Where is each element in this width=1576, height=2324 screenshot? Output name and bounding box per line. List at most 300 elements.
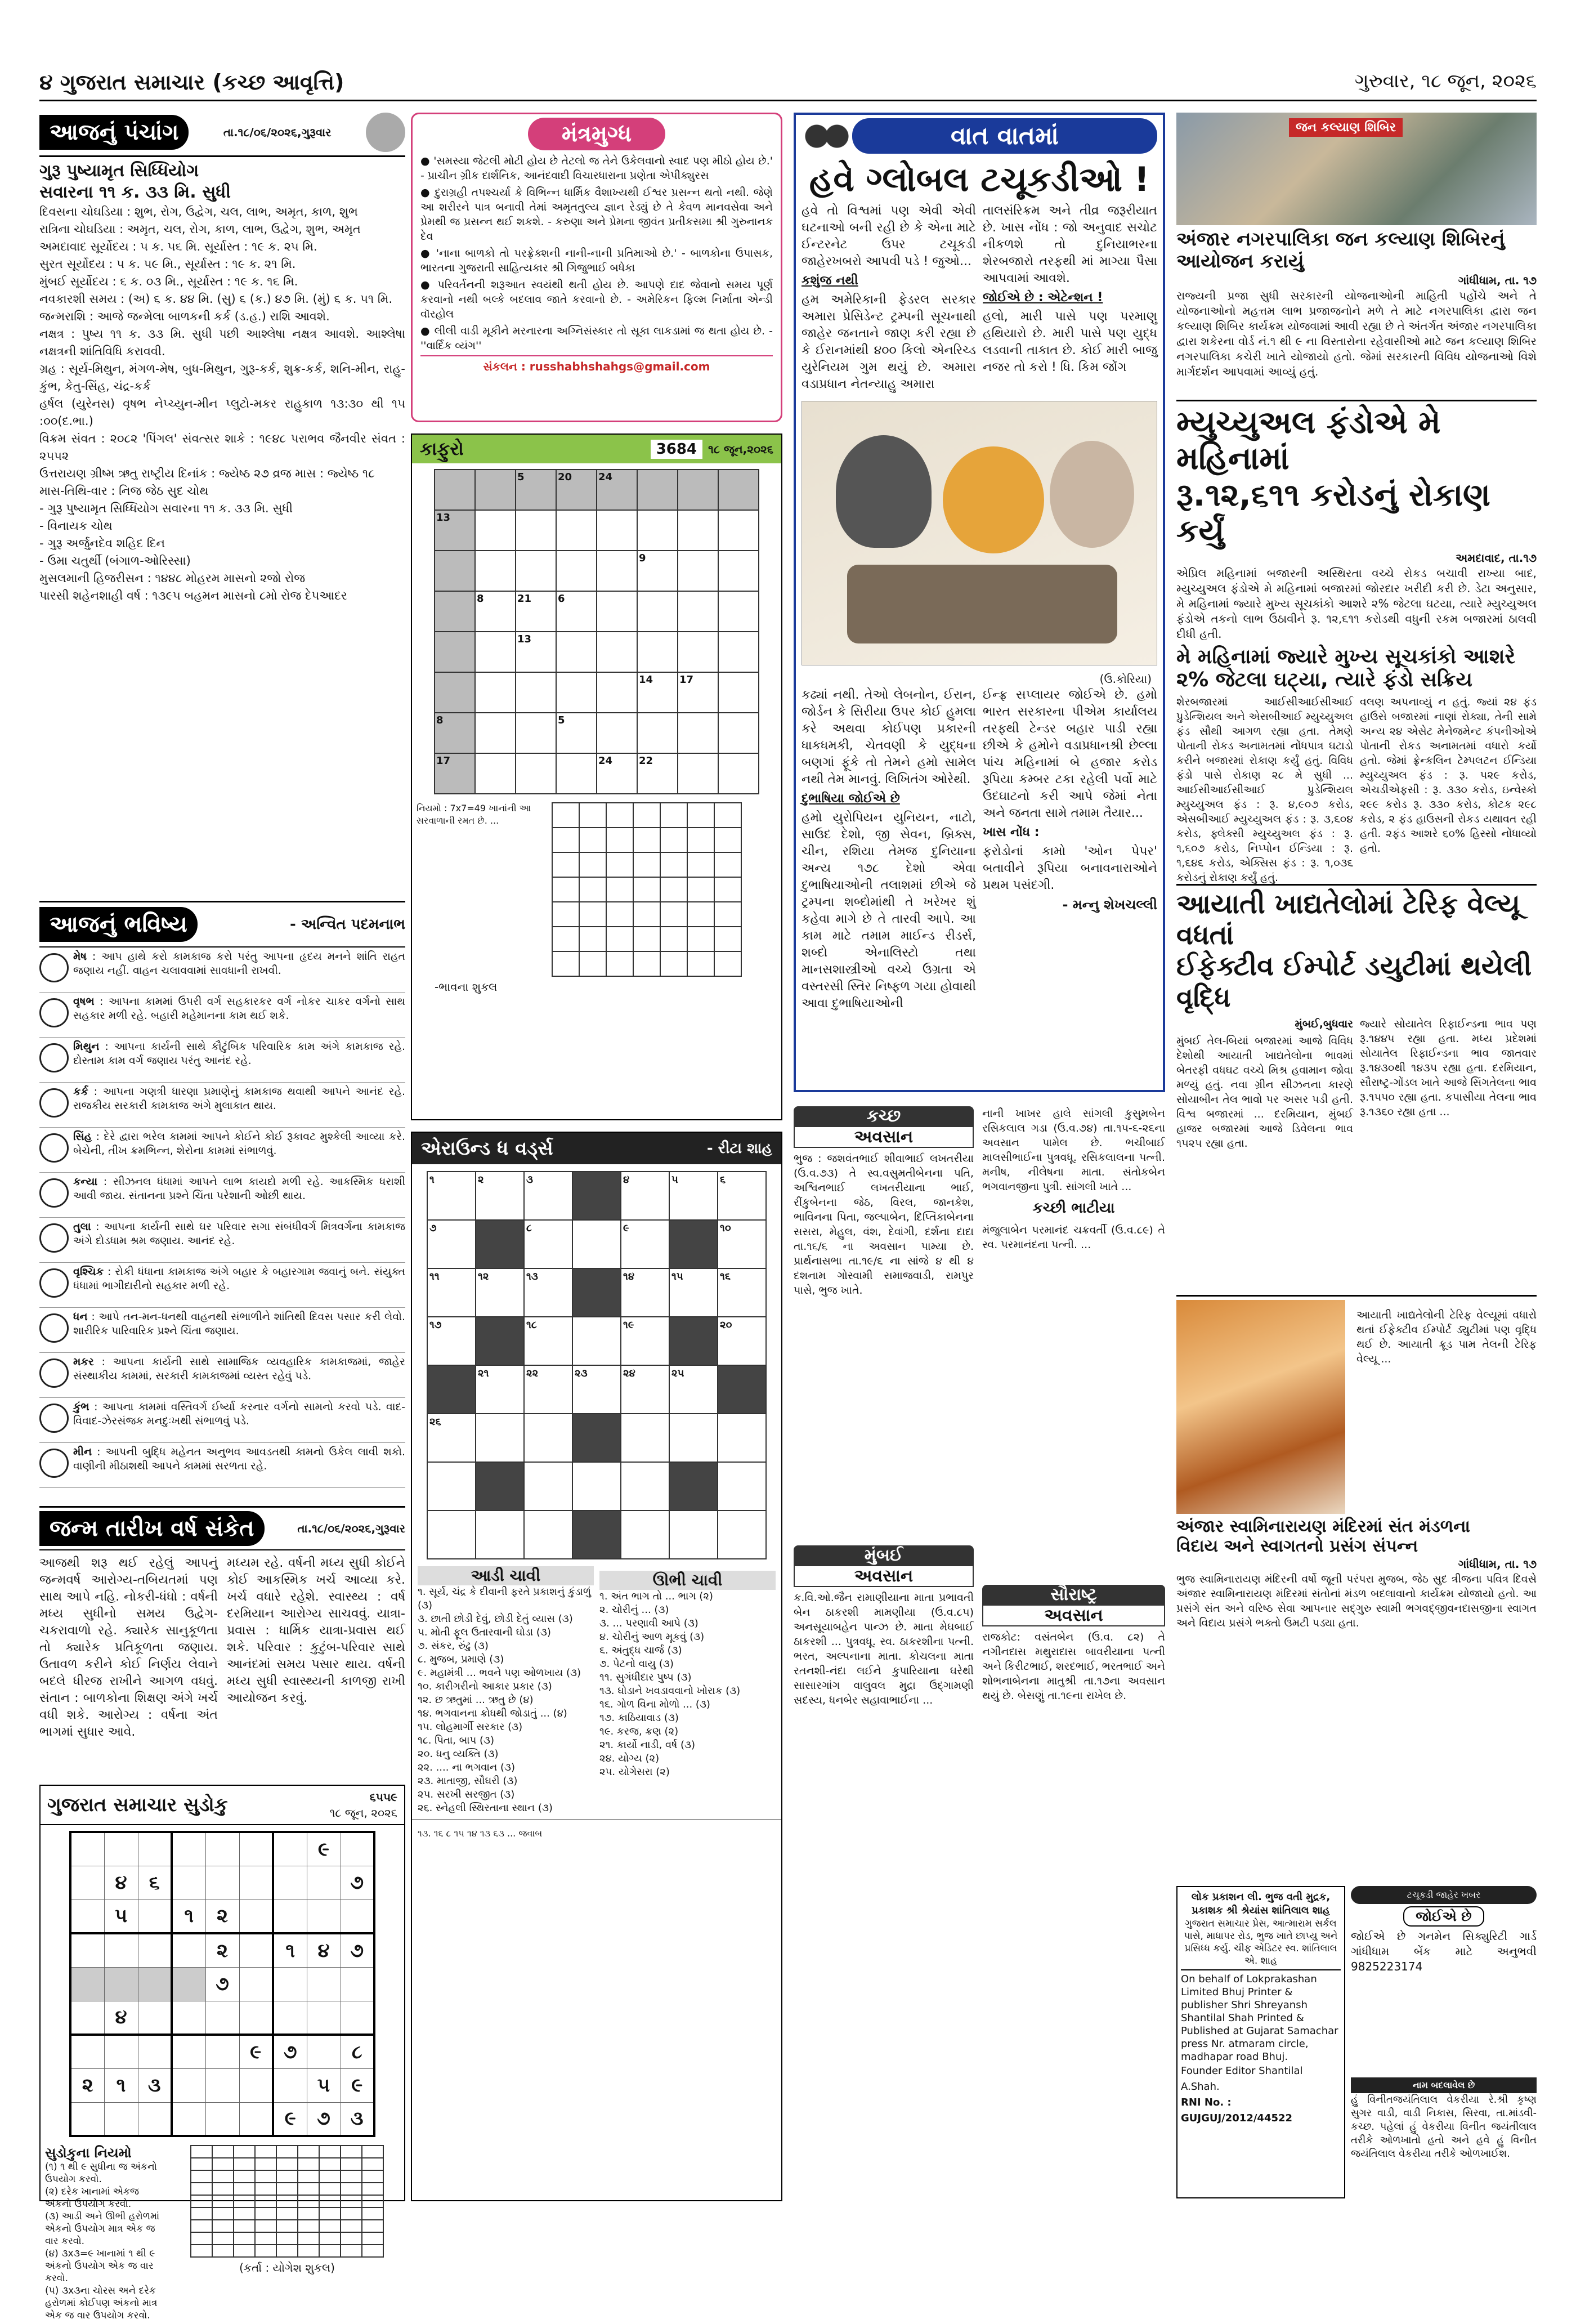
sudoku-rule: (૩) આડી અને ઊભી હરોળમાં એકનો ઉપયોગ માત્ર એક જ વાર કરવો.: [45, 2211, 160, 2247]
mandir-headline-2: વિદાય અને સ્વાગતનો પ્રસંગ સંપન્ન: [1176, 1536, 1418, 1556]
bhavishya-title: આજનું ભવિષ્ય: [39, 907, 198, 942]
imprint-gujarati: લોક પ્રકાશન લી. ભુજ વતી મુદ્રક, પ્રકાશક શ્રી શ્રેયાંસ શાંતિલાલ શાહ: [1191, 1891, 1331, 1916]
kafuro-answer-cell: [552, 951, 579, 976]
rashi-name: તુલા: [73, 1221, 91, 1233]
sudoku-cell: [138, 2102, 172, 2136]
zodiac-icon: [39, 998, 69, 1027]
kafuro-clue-cell: 22: [637, 753, 678, 794]
kafuro-answer-cell: [606, 902, 633, 927]
sudoku-cell: [70, 1967, 104, 2001]
kafuro-answer-cell: [633, 852, 660, 877]
sudoku-cell: ૧: [172, 1900, 205, 1933]
sudoku-rules-title: સુડોકુના નિયમો: [45, 2145, 132, 2161]
kafuro-answer-cell: [687, 877, 714, 902]
sudoku-date: ૧૮ જૂન, ૨૦૨૬: [329, 1806, 397, 1820]
sudoku-cell: [172, 1967, 205, 2001]
kafuro-cell: [597, 672, 637, 713]
kafuro-answer-cell: [552, 852, 579, 877]
vaat-col1: હવે તો વિશ્વમાં પણ એવી એવી ઘટનાઓ બની રહી છે કે એના માટે ઈન્ટરનેટ ઉપર ટચૂકડી જાહેરખબરો આપવી પડે ! જુઓ...: [802, 204, 976, 269]
naam-title: નામ બદલાવેલ છે: [1351, 2077, 1537, 2093]
kafuro-answer-cell: [579, 951, 606, 976]
sudoku-answer-cell: [362, 2195, 383, 2207]
sudoku-answer-cell: [298, 2195, 319, 2207]
around-cell: [669, 1510, 718, 1559]
kafuro-cell: [516, 672, 556, 713]
mantra-item: ● 'સમસ્યા જેટલી મોટી હોય છે તેટલો જ તેને ઉકેલવાનો સ્વાદ પણ મીઠો હોય છે.' - પ્રાચીન ગ્રીક દાર્શનિક, આનંદવાદી વિચારધારાના પ્રણેતા એપીક્યુરસ: [420, 155, 773, 182]
kafuro-cell: [475, 551, 516, 591]
kafuro-answer-cell: [660, 927, 687, 951]
sudoku-answer-cell: [362, 2220, 383, 2232]
around-ubhi-clue: ૧૭. કાઠિયાવાડ (૩): [599, 1712, 679, 1724]
around-cell: [524, 1510, 572, 1559]
kafuro-answer-cell: [552, 927, 579, 951]
around-cell: [524, 1414, 572, 1462]
sudoku-cell: [205, 2001, 239, 2035]
sudoku-cell: [341, 1900, 374, 1933]
kafuro-cell: [597, 713, 637, 753]
kafuro-cell: [475, 753, 516, 794]
kafuro-answer-cell: [687, 951, 714, 976]
kafuro-answer-cell: [714, 902, 741, 927]
sudoku-cell: [307, 2001, 341, 2035]
saurashtra-text: રાજકોટ: વસંતબેન (ઉ.વ. ૮૨) તે નગીનદાસ મથુરાદાસ બાવરીયાના પત્ની અને કિરીટભાઈ, શરદભાઈ, ભરતભાઈ અને શોભનાબેનના માતુશ્રી તા.૧૭ના અવસાન થયું છે. બેસણું તા.૧૯ના રાખેલ છે.: [982, 1631, 1165, 1702]
sudoku-answer-cell: [276, 2220, 298, 2232]
sudoku-answer-cell: [191, 2220, 212, 2232]
around-ubhi-clue: ૧૯. કરજ, ક્રણ (૨): [599, 1726, 679, 1737]
sudoku-answer-cell: [212, 2207, 234, 2220]
sudoku-answer-cell: [319, 2146, 341, 2158]
sudoku-cell: [138, 1967, 172, 2001]
kafuro-cell: [516, 510, 556, 551]
kafuro-cell: [597, 632, 637, 672]
rashi-text: આપના ગણત્રી ધારણા પ્રમાણેનું કામકાજ થવાથી આપને આનંદ રહે. રાજકીય સરકારી કામકાજ અંગે મુલાકાત થાય.: [73, 1085, 405, 1112]
vaat-sub2: જોઈએ છે : એટેન્શન !: [983, 290, 1103, 305]
imprint-panel: [1176, 1886, 1345, 2198]
sudoku-answer-cell: [362, 2245, 383, 2257]
around-cell: [718, 1510, 766, 1559]
zodiac-icon: [39, 1404, 69, 1433]
sudoku-cell: [172, 2001, 205, 2035]
sudoku-answer-cell: [362, 2146, 383, 2158]
around-aadi-clue: ૨૩. માતાજી, સૌઘરી (૩): [418, 1775, 518, 1787]
vaat-headline: હવે ગ્લોબલ ટચૂકડીઓ !: [809, 160, 1150, 199]
around-cell: ૨૫: [669, 1365, 718, 1414]
around-cell: [476, 1414, 524, 1462]
kafuro-answer-cell: [687, 902, 714, 927]
sudoku-answer-cell: [276, 2195, 298, 2207]
sudoku-answer-cell: [255, 2232, 276, 2245]
ganesh-icon: [366, 113, 405, 152]
rashi-name: મીન: [73, 1446, 92, 1458]
around-cell: ૨૦: [718, 1317, 766, 1365]
sudoku-answer-cell: [276, 2245, 298, 2257]
zodiac-icon: [39, 1223, 69, 1253]
imprint-rni: RNI No. : GUJGUJ/2012/44522: [1181, 2097, 1293, 2124]
around-ubhi-clue: ૨. ચોરીનું ... (૩): [599, 1604, 669, 1616]
panchang-line: સવારના ૧૧ ક. ૩૩ મિ. સુધી: [39, 182, 231, 202]
around-author: - રીટા શાહ: [706, 1139, 772, 1157]
rashi-text: આપે તન-મન-ધનથી વાહનથી સંભાળીને શાંતિથી દિવસ પસાર કરી લેવો. શારીરિક પારિવારિક પ્રશ્ને ચિંતા જણાય.: [73, 1311, 405, 1337]
sudoku-cell: [138, 1900, 172, 1933]
kafuro-cell: [637, 470, 678, 510]
kafuro-cell: [556, 510, 597, 551]
sudoku-answer-cell: [362, 2183, 383, 2195]
around-ubhi-clue: ૨૧. કાર્યો નાડી, વર્ષ (૩): [599, 1739, 696, 1751]
zodiac-icon: [39, 1268, 69, 1298]
mandir-article: [1176, 1295, 1537, 1880]
rashi-name: ધન: [73, 1311, 88, 1323]
rashi-separator: :: [91, 1221, 105, 1233]
kafuro-answer-cell: [687, 803, 714, 828]
rashi-row: [39, 1038, 405, 1083]
sudoku-cell: ૧: [104, 2068, 138, 2102]
rashi-text: આપના કાર્યની સાથે સામાજિક વ્યવહારિક કામકાજમાં, જાહેર સંસ્થાકીય કામમાં, સરકારી કામકાજમાં વ્યસ્ત રહેવું પડે.: [73, 1356, 405, 1382]
mantra-item: ● 'નાના બાળકો તો પરફ્રેક્શની નાની-નાની પ્રતિમાઓ છે.' - બાળકોના ઉપાસક, ભારતના ગુજરાતી સાહિત્યકાર શ્રી ગિજુભાઈ બધેકા: [420, 247, 773, 274]
rashi-separator: :: [87, 1311, 99, 1323]
around-aadi-clue: ૫. મોતી ફૂલ ઉતારવાની ઘોડા (૩): [418, 1626, 551, 1638]
kafuro-answer-cell: [579, 927, 606, 951]
sudoku-answer-cell: [319, 2183, 341, 2195]
sudoku-cell: [172, 1866, 205, 1900]
around-cell: [524, 1462, 572, 1510]
kafuro-answer-cell: [579, 803, 606, 828]
around-cell: ૧૫: [669, 1268, 718, 1317]
kafuro-clue-cell: 8: [475, 591, 516, 632]
vaat-sub1: કશુંજ નથી: [802, 274, 858, 288]
sudoku-cell: [104, 1967, 138, 2001]
rashi-name: વૃશ્ચિક: [73, 1266, 104, 1278]
sudoku-answer-cell: [191, 2232, 212, 2245]
kafuro-cell: [475, 510, 516, 551]
sudoku-cell: [104, 1832, 138, 1866]
rashi-name: કન્યા: [73, 1176, 98, 1188]
rashi-name: કર્ક: [73, 1085, 88, 1098]
panchang-line: માસ-તિથિ-વાર : નિજ જેઠ સુદ ચોથ: [39, 484, 209, 498]
around-cell: ૧: [427, 1172, 476, 1220]
kafuro-number: 3684: [651, 440, 702, 459]
mf-col1: શેરબજારમાં આઈસીઆઈસીઆઈ પ્રુડેન્શિયલ અને એસબીઆઈ મ્યુચ્યુઅલ ફંડ સૌથી આગળ રહ્યા હતા. તેમણે પોતાની રોકડ અનામતમાં નોંધપાત્ર ઘટાડો કરીને બજારમાં રોકાણ કર્યું હતું. વિવિધ ફંડો પાસે રોકાણ ૨૮ મે સુધી ... આઈસીઆઈસીઆઈ પ્રુડેન્શિયલ મ્યુચ્યુઅલ ફંડ : રૂ. ૪,૯૦૭ કરોડ, એસબીઆઈ મ્યુચ્યુઅલ ફંડ : રૂ. ૩,૬૦૪ કરોડ, ફ્લેક્સી મ્યુચ્યુઅલ ફંડ : રૂ. ૧,૬૦૭ કરોડ, નિપ્પોન ઈન્ડિયા : રૂ. ૧,૬૪૬ કરોડ, એક્સિસ ફંડ : રૂ. ૧,૦૩૬ કરોડનું રોકાણ કર્યું હતું.: [1176, 696, 1353, 884]
around-aadi-clue: ૧૦. કારીગરીનો આકાર પ્રકાર (૩): [418, 1681, 552, 1692]
sudoku-author: (કર્તા : યોગેશ શુકલ): [239, 2261, 335, 2274]
kafuro-cell: [475, 672, 516, 713]
kafuro-cell: [718, 470, 759, 510]
kafuro-answer-cell: [606, 877, 633, 902]
sudoku-cell: [205, 2068, 239, 2102]
janma-date: તા.૧૮/૦૬/૨૦૨૬,ગુરૂવાર: [297, 1522, 405, 1535]
kalyan-banner: જન કલ્યાણ શિબિર: [1289, 118, 1403, 137]
imprint-founder: Founder Editor Shantilal A.Shah.: [1181, 2065, 1303, 2093]
mf-headline-1: મ્યુચ્યુઅલ ફંડોએ મે મહિનામાં: [1176, 404, 1441, 477]
vaat-sign: - મન્નુ શેખચલ્લી: [1062, 897, 1157, 913]
sudoku-cell: ૯: [239, 2035, 273, 2068]
kafuro-clue-cell: 13: [516, 632, 556, 672]
kafuro-answer-cell: [714, 803, 741, 828]
kafuro-answer-cell: [714, 927, 741, 951]
kafuro-answer-grid: [552, 802, 742, 977]
kafuro-rules: નિયમો : 7x7=49 ખાનાંની આ સરવાળાની રમત છે. ...: [417, 803, 531, 826]
sudoku-answer-cell: [191, 2195, 212, 2207]
sudoku-cell: [70, 1900, 104, 1933]
sudoku-answer-cell: [255, 2170, 276, 2183]
sudoku-answer-cell: [362, 2170, 383, 2183]
kafuro-cell: [678, 470, 718, 510]
sudoku-cell: [273, 1967, 307, 2001]
around-ubhi-clue: ૭. પેટનો વાયુ (૩): [599, 1658, 674, 1670]
sudoku-answer-cell: [341, 2158, 362, 2170]
around-cell: ૨૬: [427, 1414, 476, 1462]
rashi-text: આપના કામમાં વસ્તિવર્ગ ઈર્ષ્યા કરનાર વર્ગનો સામનો કરવો પડે. વાદ-વિવાદ-ઝેરસંજક મનદુઃખથી સંભાળવું પડે.: [73, 1401, 406, 1427]
sudoku-cell: ૯: [307, 1832, 341, 1866]
bhavishya-panel: [39, 901, 405, 1492]
sudoku-answer-cell: [276, 2170, 298, 2183]
rashi-row: [39, 1083, 405, 1128]
sudoku-cell: ૩: [341, 2102, 374, 2136]
zodiac-icon: [39, 1043, 69, 1072]
around-cell: [572, 1317, 621, 1365]
sudoku-answer-cell: [362, 2232, 383, 2245]
sudoku-answer-cell: [255, 2146, 276, 2158]
rashi-name: મકર: [73, 1356, 94, 1368]
around-grid: [427, 1171, 767, 1559]
panchang-line: અમદાવાદ સૂર્યોદય : ૫ ક. ૫૬ મિ. સૂર્યાસ્ત : ૧૯ ક. ૨૫ મિ.: [39, 240, 317, 253]
kafuro-cell: [435, 591, 475, 632]
kafuro-answer-cell: [660, 828, 687, 852]
mf-col2: વલણ અપનાવ્યું ન હતું. જ્યાં ૨૪ ફંડ હાઉસે બજારમાં નાણાં રોક્યા, તેની સામે અન્ય ૨૪ એસેટ મેનેજમેન્ટ કંપનીઓએ પોતાની રોકડ અનામતમાં વધારો કર્યો હતો. જેમાં ફ્રેન્કલિન ટેમ્પલટન ઈન્ડિયા મ્યુચ્યુઅલ ફંડ : રૂ. ૫૨૯ કરોડ, એચડીએફસી : રૂ. ૩૩૦ કરોડ, ઇન્વેસ્કો ૨૯૯ કરોડ રૂ. ૩૩૦ કરોડ, કોટક ૨૯૮ કરોડ, ૨ ફંડ હાઉસની રોકડ યથાવત રહી હતી. ૨ફંડ આશરે ૬૦% હિસ્સો નોંધાવ્યો હતો.: [1360, 696, 1537, 855]
around-aadi-clue: ૯. મહામંત્રી ... ભવને પણ ઓળખાય (૩): [418, 1667, 581, 1679]
around-cell: ૭: [427, 1220, 476, 1268]
janma-text-1: આજથી શરૂ થઈ રહેલું આપનું જન્મવર્ષ આરોગ્ય-તબિયતમાં પણ સાથ આપે નહિ. નોકરી-ધંધો : વર્ષની મધ્ય સુધીનો સમય ઉદ્વેગ-ચકરાવાળો રહે. ક્યારેક સાનુકૂળતા તો ક્યારેક પ્રતિકૂળતા જણાય. ઉતાવળ કરીને કોઈ નિર્ણય લેવાને બદલે ધીરજ રાખીને આગળ વધવું. સંતાન : બાળકોના શિક્ષણ અંગે ખર્ચ વધી શકે. આરોગ્ય : વર્ષના અંત ભાગમાં સુધાર આવે.: [39, 1556, 218, 1739]
rashi-text: આપના કાર્યની સાથે કૌટુંબિક પરિવારિક કામ અંગે કામકાજ રહે. દોસ્તામ કામ વર્ગ જણાય પરંતુ આનંદ રહે.: [73, 1040, 405, 1067]
around-aadi-clue: ૧૪. ભગવાનના ક્રોધથી જોડાતું ... (૪): [418, 1708, 567, 1719]
around-black-cell: [572, 1268, 621, 1317]
sudoku-answer-cell: [255, 2183, 276, 2195]
obit-kutch: [794, 1106, 974, 1534]
around-aadi-clue: ૧૮. પિતા, બાપ (૩): [418, 1735, 495, 1746]
sudoku-cell: [70, 1866, 104, 1900]
sudoku-answer-cell: [319, 2207, 341, 2220]
panchang-line: - ગુરૂ પુષ્યામૃત સિધ્ધિયોગ સવારના ૧૧ ક. ૩૩ મિ. સુધી: [39, 502, 293, 515]
kafuro-clue-cell: 5: [556, 713, 597, 753]
obit-mid-text2: મંજુલાબેન પરમાનંદ ચક્રવર્તી (ઉ.વ.૮૯) તે સ્વ. પરમાનંદના પત્ની. ...: [982, 1224, 1165, 1251]
rashi-name: કુંભ: [73, 1401, 89, 1413]
sudoku-answer-cell: [191, 2146, 212, 2158]
kalyan-dateline: ગાંધીધામ, તા. ૧૭: [1458, 274, 1537, 288]
kafuro-date: ૧૮ જૂન,૨૦૨૬: [708, 442, 773, 456]
sudoku-answer-cell: [341, 2183, 362, 2195]
panchang-line: ગ્રહ : સૂર્ય-મિથુન, મંગળ-મેષ, બુધ-મિથુન, ગુરૂ-કર્ક, શુક્ર-કર્ક, શનિ-મીન, રાહુ-કુંભ, કેતુ-સિંહ, ચંદ્ર-કર્ક: [39, 362, 405, 393]
sudoku-answer-cell: [191, 2207, 212, 2220]
vaat-cont1b: હમો યુરોપિયન યુનિયન, નાટો, સાઉદ દેશો, જી સેવન, બ્રિક્સ, ચીન, રશિયા તેમજ દુનિયાના અન્ય ૧૭૮ દેશો એવા દુભાષિયાઓની તલાશમાં છીએ જે ટ્રમ્પના શબ્દોમાંથી તે ખરેખર શું કહેવા માગે છે તે તારવી આપે. આ કામ માટે તમામ માઈન્ડ રીડર્સ, શબ્દો એનાલિસ્ટો તથા માનસશાસ્ત્રીઓ વચ્ચે ઉગ્રતા એ વસ્તરસી સ્તિર નિષ્ફળ ગયા હોવાથી આવા દુભાષિયાઓની: [802, 811, 976, 1011]
panchang-date: તા.૧૮/૦૬/૨૦૨૬,ગુરૂવાર: [223, 126, 332, 139]
sudoku-answer-cell: [234, 2158, 255, 2170]
kafuro-cell: [516, 753, 556, 794]
around-title: એરાઉન્ડ ધ વર્ડ્સ: [421, 1137, 553, 1160]
kafuro-answer-cell: [660, 852, 687, 877]
kafuro-cell: [678, 632, 718, 672]
saurashtra-title: સૌરાષ્ટ્ર: [1050, 1585, 1097, 1605]
sudoku-answer-cell: [298, 2232, 319, 2245]
sudoku-cell: ૪: [307, 1933, 341, 1967]
around-ubhi-title: ઊભી ચાવી: [599, 1571, 776, 1590]
kafuro-clue-cell: 6: [556, 591, 597, 632]
sudoku-cell: [205, 2102, 239, 2136]
sudoku-cell: ૭: [341, 1933, 374, 1967]
mf-subhead: મે મહિનામાં જ્યારે મુખ્ય સૂચકાંકો આશરે ૨% જેટલા ઘટ્યા, ત્યારે ફંડો સક્રિય: [1176, 645, 1516, 691]
sudoku-answer-cell: [319, 2220, 341, 2232]
rashi-row: [39, 1218, 405, 1263]
sudoku-cell: [273, 1832, 307, 1866]
sudoku-answer-cell: [212, 2183, 234, 2195]
kafuro-cell: [556, 632, 597, 672]
around-cell: ૨૨: [524, 1365, 572, 1414]
obit-mid-title2: કચ્છી ભાટીયા: [1032, 1200, 1115, 1217]
kafuro-answer-cell: [660, 877, 687, 902]
sudoku-cell: [70, 2035, 104, 2068]
vaat-cont1: કઢ્યાં નથી. તેઓ લેબનોન, ઈરાન, જોર્ડન કે સિરીયા ઉપર કોઈ હુમલા કરે અથવા કોઈપણ પ્રકારની ધાકધમકી, ચેતવણી કે યુદ્ધના બણગાં ફૂંકે તો તેમને હમો સામેલ નથી તેમ માનવું. લિખિતંગ ઓરેથી.: [802, 688, 976, 786]
sudoku-answer-cell: [255, 2207, 276, 2220]
rashi-separator: :: [97, 1176, 113, 1188]
panchang-line: સુરત સૂર્યોદય : ૫ ક. ૫૯ મિ., સૂર્યાસ્ત : ૧૯ ક. ૨૧ મિ.: [39, 257, 296, 271]
around-cell: ૧૪: [621, 1268, 669, 1317]
sudoku-answer-cell: [191, 2183, 212, 2195]
obit-saurashtra: [982, 1585, 1165, 2198]
sudoku-cell: [239, 1900, 273, 1933]
around-black-cell: [718, 1365, 766, 1414]
kafuro-clue-cell: 21: [516, 591, 556, 632]
vaat-title: વાત વાતમાં: [852, 118, 1157, 154]
sudoku-answer-cell: [362, 2158, 383, 2170]
sudoku-answer-cell: [276, 2207, 298, 2220]
vaat-col2: તાલસંરિક્રમ અને તીવ્ર જરૂરીયાત છે. ખાસ નોંધ : જો અનુવાદ સચોટ નીકળશે તો દુનિયાભરના શેરબજારો તરફથી માં માગ્યા પૈસા આપવામાં આવશે.: [983, 204, 1157, 285]
kafuro-cell: [718, 753, 759, 794]
zodiac-icon: [39, 1313, 69, 1343]
sudoku-answer-cell: [298, 2170, 319, 2183]
kafuro-answer-cell: [552, 803, 579, 828]
around-cell: [621, 1414, 669, 1462]
sudoku-answer-cell: [341, 2195, 362, 2207]
kafuro-cell: [678, 713, 718, 753]
kafuro-answer-cell: [687, 828, 714, 852]
zodiac-icon: [39, 1449, 69, 1478]
sudoku-title: ગુજરાત સમાચાર સુડોકુ: [47, 1794, 228, 1816]
sudoku-cell: [70, 1832, 104, 1866]
sudoku-answer-cell: [212, 2158, 234, 2170]
around-panel: [411, 1132, 782, 2201]
naam-panel: [1351, 2077, 1537, 2198]
sudoku-cell: [172, 2068, 205, 2102]
around-aadi-clue: ૧. સૂર્ય, ચંદ્ર કે દીવાની ફરતે પ્રકાશનું કુંડાળું (૩): [418, 1586, 591, 1611]
kafuro-answer-cell: [660, 803, 687, 828]
panchang-line: મુંબઈ સૂર્યોદય : ૬ ક. ૦૩ મિ., સૂર્યાસ્ત : ૧૯ ક. ૧૬ મિ.: [39, 275, 298, 288]
sudoku-cell: ૫: [104, 1900, 138, 1933]
around-black-cell: [669, 1220, 718, 1268]
vaat-panel: [794, 113, 1165, 1092]
around-black-cell: [427, 1365, 476, 1414]
kafuro-answer-cell: [552, 828, 579, 852]
sudoku-cell: [273, 1900, 307, 1933]
vaat-sub4: ખાસ નોંધ :: [983, 825, 1040, 839]
kafuro-clue-cell: 17: [678, 672, 718, 713]
sudoku-cell: [172, 2035, 205, 2068]
panchang-line: ઉત્તરાયણ ગ્રીષ્મ ઋતુ રાષ્ટ્રીય દિનાંક : જ્યેષ્ઠ ૨૭ વ્રજ માસ : જ્યેષ્ઠ ૧૮: [39, 467, 375, 480]
around-cell: [572, 1220, 621, 1268]
janma-panel: [39, 1506, 405, 1771]
kafuro-cell: [637, 632, 678, 672]
around-cell: ૫: [669, 1172, 718, 1220]
rashi-row: [39, 1173, 405, 1218]
around-aadi-clue: ૮. મુજબ, પ્રમાણે (૩): [418, 1653, 504, 1665]
rashi-row: [39, 1443, 405, 1488]
header-date: ગુરુવાર, ૧૮ જૂન, ૨૦૨૬: [1354, 70, 1537, 92]
panchang-title: આજનું પંચાંગ: [39, 115, 189, 150]
kafuro-answer-cell: [633, 803, 660, 828]
naam-text: હું વિનીતજયંતિલાલ વેકરીયા રે.શ્રી કૃષ્ણ સુગર વાડી, વાડી નિકાસ, સિરવા, તા.માંડવી-કચ્છ. પહેલાં હું વેકરીયા વિનીત જયંતીલાલ તરીકે ઓળખાતો હતો અને હવે હું વિનીત જયંતિલાલ વેકરીયા તરીકે ઓળખાઈશ.: [1351, 2094, 1537, 2160]
sudoku-cell: [341, 1967, 374, 2001]
ayat-col3: આયાતી ખાદ્યતેલોની ટેરિફ વેલ્યૂમાં વધારો થતાં ઈફેક્ટીવ ઈમ્પોર્ટ ડ્યુટીમાં પણ વૃદ્ધિ થઈ છે. આયાતી ક્રૂડ પામ તેલની ટેરિફ વેલ્યૂ ...: [1356, 1309, 1537, 1365]
rashi-row: [39, 1353, 405, 1398]
zodiac-icon: [39, 1133, 69, 1163]
rashi-separator: :: [92, 1446, 106, 1458]
sudoku-answer-cell: [298, 2158, 319, 2170]
around-cell: ૧૯: [621, 1317, 669, 1365]
page-header: [39, 66, 1537, 101]
rashi-separator: :: [93, 1356, 113, 1368]
tachukdi-title: ટચૂકડી જાહેર ખબર: [1351, 1886, 1537, 1904]
kafuro-clue-cell: 24: [597, 470, 637, 510]
kafuro-cell: [435, 632, 475, 672]
sudoku-answer-cell: [191, 2158, 212, 2170]
around-black-cell: [669, 1317, 718, 1365]
sudoku-cell: [205, 2035, 239, 2068]
kafuro-answer-cell: [660, 951, 687, 976]
sudoku-cell: [239, 2102, 273, 2136]
kutch-sub: અવસાન: [794, 1126, 974, 1148]
around-aadi-clue: ૧૨. છ ઋતુમાં ... ઋતુ છે (૪): [418, 1694, 534, 1706]
panchang-line: વિક્રમ સંવત : ૨૦૮૨ 'પિંગલ' સંવત્સર શાકે : ૧૯૪૮ પરાભવ જૈનવીર સંવત : ૨૫૫૨: [39, 432, 405, 463]
rashi-row: [39, 1263, 405, 1308]
sudoku-rule: (૫) ૩x૩ના ચોરસ અને દરેક હરોળમાં કોઈપણ અંકનો માત્ર એક જ વાર ઉપયોગ કરવો.: [45, 2285, 158, 2321]
sudoku-answer-cell: [319, 2232, 341, 2245]
sudoku-answer-grid: [190, 2145, 384, 2258]
kafuro-answer-cell: [660, 902, 687, 927]
vaat-col2b: હલો, મારી પાસે પણ પરમાણુ હથિયારો છે. મારી પાસે પણ યુદ્ધ લડવાની તાકાત છે. કોઈ મારી બાજુ નજર તો કરો ! ધિ. કિમ જોંગ: [983, 310, 1157, 374]
around-ubhi-clue: ૧. અંત ભાગ તો ... ભાગ (૨): [599, 1590, 713, 1602]
sudoku-cell: [104, 2035, 138, 2068]
sudoku-cell: ૨: [205, 1933, 239, 1967]
around-cell: ૪: [621, 1172, 669, 1220]
sudoku-answer-cell: [255, 2245, 276, 2257]
kafuro-cell: [597, 510, 637, 551]
around-ubhi-clue: ૩. ... પરણાવી આપે (૩): [599, 1617, 699, 1629]
vaat-sub3: દુભાષિયા જોઈએ છે: [802, 792, 900, 806]
around-aadi-clue: ૩. છાતી છોડી દેવું, છોડી દેતું વ્યાસ (૩): [418, 1613, 573, 1625]
sudoku-rule: (૨) દરેક ખાનામાં એકજ અંકનો ઉપયોગ કરવો.: [45, 2186, 139, 2210]
sudoku-answer-cell: [341, 2232, 362, 2245]
around-aadi-title: આડી ચાવી: [418, 1566, 594, 1585]
rashi-name: વૃષભ: [73, 995, 95, 1008]
around-cell: ૧૩: [524, 1268, 572, 1317]
bhavishya-author: - અન્વિત પદમનાભ: [290, 915, 405, 933]
ayat-col2: જ્યારે સોયાતેલ રિફાઈન્ડના ભાવ પણ રૂ.૧૪૪૫ રહ્યા હતા. મધ્ય પ્રદેશમાં સોયાતેલ રિફાઈન્ડના ભાવ જાતવાર રૂ.૧૪૩૦થી ૧૪૩૫ રહ્યા હતા. દરમિયાન, સૌરાષ્ટ્ર-ગોંડલ ખાતે આજે સિંગતેલના ભાવ રૂ.૧૫૫૦ રહ્યા હતા. કપાસીયા તેલના ભાવ રૂ.૧૩૬૦ રહ્યા હતા ...: [1360, 1017, 1537, 1118]
kafuro-author: -ભાવના શુકલ: [435, 980, 498, 994]
vaat-caption: (ઉ.કોરિયા): [1099, 672, 1152, 686]
kafuro-cell: [678, 591, 718, 632]
sudoku-grid: [69, 1831, 375, 2137]
around-cell: ૯: [621, 1220, 669, 1268]
kafuro-answer-cell: [714, 852, 741, 877]
panchang-line: નક્ષત્ર : પુષ્ય ૧૧ ક. ૩૩ મિ. સુધી પછી આશ્લેષા નક્ષત્ર આવશે. આશ્લેષા નક્ષત્રની શાંતિવિધિ કરાવવી.: [39, 327, 405, 358]
kafuro-clue-cell: 24: [597, 753, 637, 794]
